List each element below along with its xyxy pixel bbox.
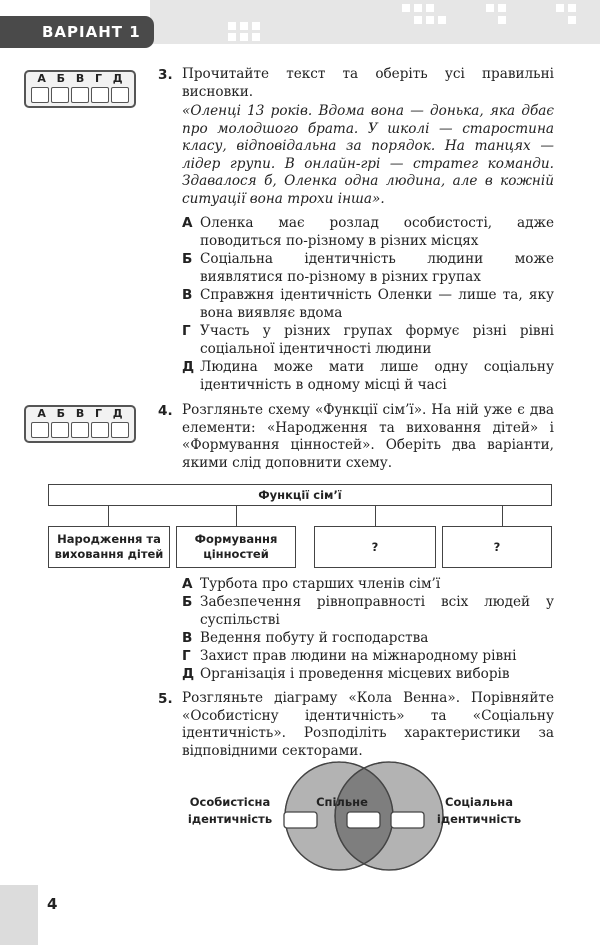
answer-cell[interactable]: [71, 422, 89, 438]
venn-right-label: Соціальна ідентичність: [436, 795, 522, 826]
option-text: Справжня ідентичність Оленки — лише та, яку вона виявляє вдома: [200, 287, 554, 321]
scheme-box-2: [176, 526, 296, 568]
option-letter: А: [182, 215, 193, 231]
venn-left-label: Особистісна ідентичність: [187, 795, 273, 826]
decor-square: [228, 33, 236, 41]
decor-square: [498, 4, 506, 12]
scheme-connector: [236, 505, 237, 526]
decor-square: [240, 33, 248, 41]
task4-option-g: [182, 648, 554, 666]
option-letter: Д: [182, 666, 195, 682]
task-number: 5.: [158, 691, 173, 707]
venn-center-label: Спільне: [316, 795, 368, 809]
answer-cell[interactable]: [111, 87, 129, 103]
decor-square: [568, 4, 576, 12]
header-stripe: [150, 0, 600, 44]
scheme-box-label: Формування цінностей: [194, 532, 278, 561]
task3-prompt: Прочитайте текст та оберіть усі правильні висновки.: [182, 66, 554, 100]
decor-square: [426, 4, 434, 12]
task4-option-a: [182, 576, 554, 594]
decor-square: [402, 4, 410, 12]
scheme-connector: [108, 505, 109, 526]
answer-cell[interactable]: [31, 422, 49, 438]
decor-square: [414, 16, 422, 24]
option-letter: Г: [182, 648, 191, 664]
venn-diagram: [276, 760, 452, 872]
scheme-connector: [375, 505, 376, 526]
task3-option-a: [182, 215, 554, 250]
answer-cell[interactable]: [51, 87, 69, 103]
task-number: 4.: [158, 403, 173, 419]
option-text: Людина може мати лише одну соціальну ідентичність в одному місці й часі: [200, 359, 554, 393]
option-text: Соціальна ідентичність людини може виявлятися по-різному в різних групах: [200, 251, 554, 285]
answer-letter: В: [75, 72, 85, 85]
decor-square: [486, 4, 494, 12]
variant-tab: [0, 16, 154, 48]
option-text: Участь у різних групах формує різні рівні соціальної ідентичності людини: [200, 323, 554, 357]
option-letter: Б: [182, 594, 193, 610]
task5-prompt: Розгляньте діаграму «Кола Венна». Порівняйте «Особистісну ідентичність» та «Соціальну ідентичність». Розподіліть характеристики за відповідними секторами.: [182, 690, 554, 759]
answer-letter: Б: [56, 72, 66, 85]
scheme-connector: [502, 505, 503, 526]
scheme-box-3[interactable]: [314, 526, 436, 568]
scheme-title-box: [48, 484, 552, 506]
task3-quote: «Оленці 13 років. Вдома вона — донька, яка дбає про молодшого брата. У школі — старостина класу, відповідальна за порядок. На танцях — лідер групи. В онлайн-грі — стратег команди. Здавалося б, Оленка одна людина, але в кожній ситуації вона трохи інша».: [182, 103, 554, 207]
answer-letter: Б: [56, 407, 66, 420]
decor-square: [568, 16, 576, 24]
task4-prompt: Розгляньте схему «Функції сім’ї». На ній уже є два елементи: «Народження та виховання дітей» і «Формування цінностей». Оберіть два варіанти, якими слід доповнити схему.: [182, 402, 554, 471]
option-text: Турбота про старших членів сім’ї: [200, 576, 441, 592]
option-letter: Б: [182, 251, 193, 267]
page-marker: [0, 885, 38, 945]
option-letter: А: [182, 576, 193, 592]
venn-slot-right[interactable]: [391, 812, 424, 828]
task4-option-v: [182, 630, 554, 648]
option-text: Забезпечення рівноправності всіх людей у суспільстві: [200, 594, 554, 628]
answer-cell[interactable]: [111, 422, 129, 438]
variant-label: ВАРІАНТ 1: [42, 23, 141, 41]
decor-square: [252, 33, 260, 41]
answer-cell[interactable]: [91, 422, 109, 438]
answer-cell[interactable]: [71, 87, 89, 103]
answer-cell[interactable]: [91, 87, 109, 103]
option-letter: В: [182, 630, 193, 646]
task3-option-g: [182, 323, 554, 358]
task4-option-b: [182, 594, 554, 629]
decor-square: [228, 22, 236, 30]
answer-letter: Г: [94, 72, 102, 85]
venn-slot-left[interactable]: [284, 812, 317, 828]
option-letter: В: [182, 287, 193, 303]
answer-letter: А: [37, 407, 46, 420]
answer-letter: Д: [112, 72, 123, 85]
task3-option-v: [182, 287, 554, 322]
option-letter: Г: [182, 323, 191, 339]
decor-square: [498, 16, 506, 24]
task-number: 3.: [158, 67, 173, 83]
task3-option-b: [182, 251, 554, 286]
scheme-box-label: Народження та виховання дітей: [54, 532, 164, 561]
scheme-box-1: [48, 526, 170, 568]
scheme-box-label: ?: [371, 539, 379, 554]
answer-cell[interactable]: [31, 87, 49, 103]
decor-square: [556, 4, 564, 12]
option-text: Організація і проведення місцевих виборів: [200, 666, 510, 682]
option-text: Ведення побуту й господарства: [200, 630, 429, 646]
answer-letter: Д: [112, 407, 123, 420]
option-text: Оленка має розлад особистості, адже поводиться по-різному в різних місцях: [200, 215, 554, 249]
option-text: Захист прав людини на міжнародному рівні: [200, 648, 517, 664]
answer-letter: А: [37, 72, 46, 85]
decor-square: [414, 4, 422, 12]
decor-square: [252, 22, 260, 30]
answer-letter: Г: [94, 407, 102, 420]
option-letter: Д: [182, 359, 195, 375]
task3-option-d: [182, 359, 554, 394]
answer-letter: В: [75, 407, 85, 420]
task4-option-d: [182, 666, 554, 684]
scheme-title: Функції сім’ї: [258, 488, 342, 502]
page-number: 4: [47, 895, 58, 913]
decor-square: [438, 16, 446, 24]
decor-square: [426, 16, 434, 24]
scheme-box-label: ?: [493, 539, 501, 554]
scheme-box-4[interactable]: [442, 526, 552, 568]
decor-square: [240, 22, 248, 30]
venn-slot-center[interactable]: [347, 812, 380, 828]
answer-box-task3: [24, 70, 136, 108]
answer-cell[interactable]: [51, 422, 69, 438]
answer-box-task4: [24, 405, 136, 443]
